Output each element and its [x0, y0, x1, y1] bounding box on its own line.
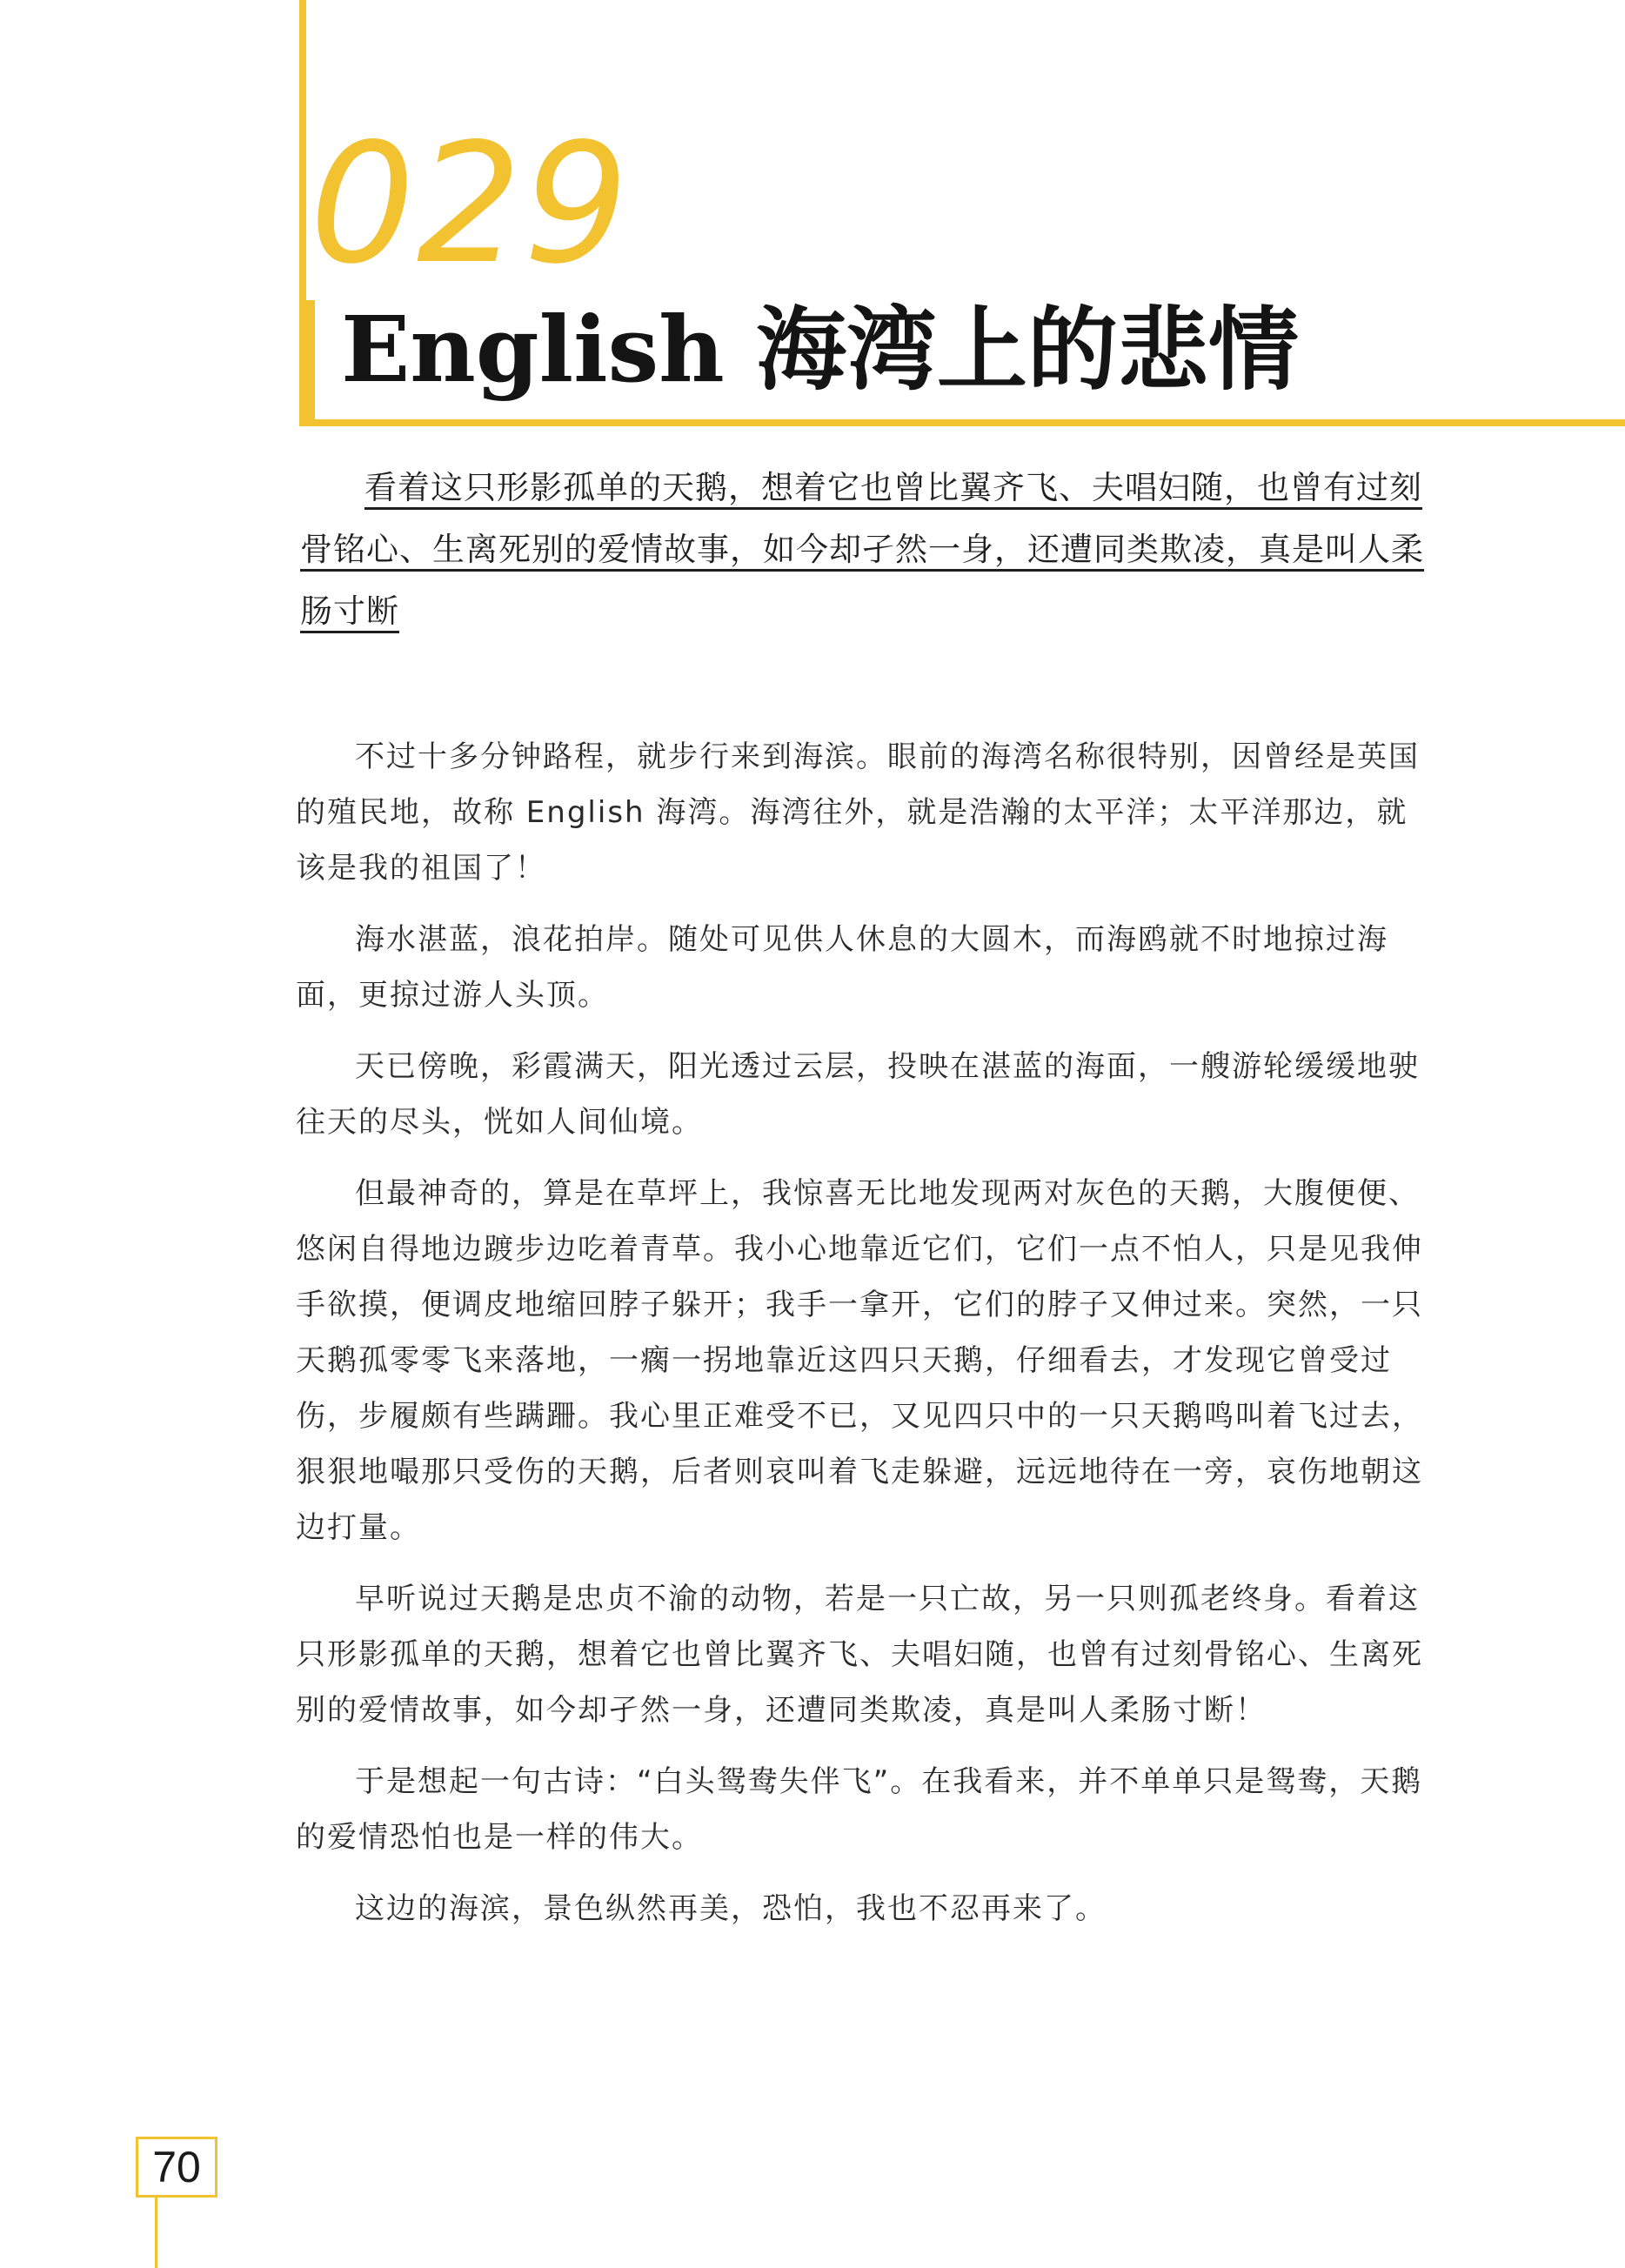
paragraph: 于是想起一句古诗：“白头鸳鸯失伴飞”。在我看来，并不单单只是鸳鸯，天鹅的爱情恐怕也是一样的伟大。 [296, 1764, 1423, 1855]
paragraph: 早听说过天鹅是忠贞不渝的动物，若是一只亡故，另一只则孤老终身。看着这只形影孤单的天鹅，想着它也曾比翼齐飞、夫唱妇随，也曾有过刻骨铭心、生离死别的爱情故事，如今却孑然一身，还遭同类欺凌，真是叫人柔肠寸断！ [296, 1582, 1423, 1728]
chapter-title: English 海湾上的悲情 [341, 296, 1299, 403]
paragraph: 海水湛蓝，浪花拍岸。随处可见供人休息的大圆木，而海鸥就不时地掠过海面，更掠过游人头顶。 [296, 922, 1388, 1013]
paragraph: 不过十多分钟路程，就步行来到海滨。眼前的海湾名称很特别，因曾经是英国的殖民地，故称 English 海湾。海湾往外，就是浩瀚的太平洋；太平洋那边，就该是我的祖国了！ [296, 739, 1420, 886]
page-number: 70 [136, 2137, 217, 2198]
chapter-number: 029 [310, 108, 631, 300]
paragraph: 但最神奇的，算是在草坪上，我惊喜无比地发现两对灰色的天鹅，大腹便便、悠闲自得地边踱步边吃着青草。我小心地靠近它们，它们一点不怕人，只是见我伸手欲摸，便调皮地缩回脖子躲开；我手一拿开，它们的脖子又伸过来。突然，一只天鹅孤零零飞来落地，一瘸一拐地靠近这四只天鹅，仔细看去，才发现它曾受过伤，步履颇有些蹒跚。我心里正难受不已，又见四只中的一只天鹅鸣叫着飞过去，狠狠地嘬那只受伤的天鹅，后者则哀叫着飞走躲避，远远地待在一旁，哀伤地朝这边打量。 [296, 1176, 1423, 1545]
paragraph: 天已傍晚，彩霞满天，阳光透过云层，投映在湛蓝的海面，一艘游轮缓缓地驶往天的尽头，恍如人间仙境。 [296, 1049, 1420, 1140]
page-number-rule [155, 2198, 157, 2268]
title-accent-bar [299, 300, 315, 426]
paragraph: 这边的海滨，景色纵然再美，恐怕，我也不忍再来了。 [355, 1891, 1107, 1926]
frame-horizontal-rule [299, 419, 1625, 426]
body-text [296, 729, 1425, 1952]
epigraph: 看着这只形影孤单的天鹅，想着它也曾比翼齐飞、夫唱妇随，也曾有过刻骨铭心、生离死别的爱情故事，如今却孑然一身，还遭同类欺凌，真是叫人柔肠寸断 [300, 469, 1424, 630]
